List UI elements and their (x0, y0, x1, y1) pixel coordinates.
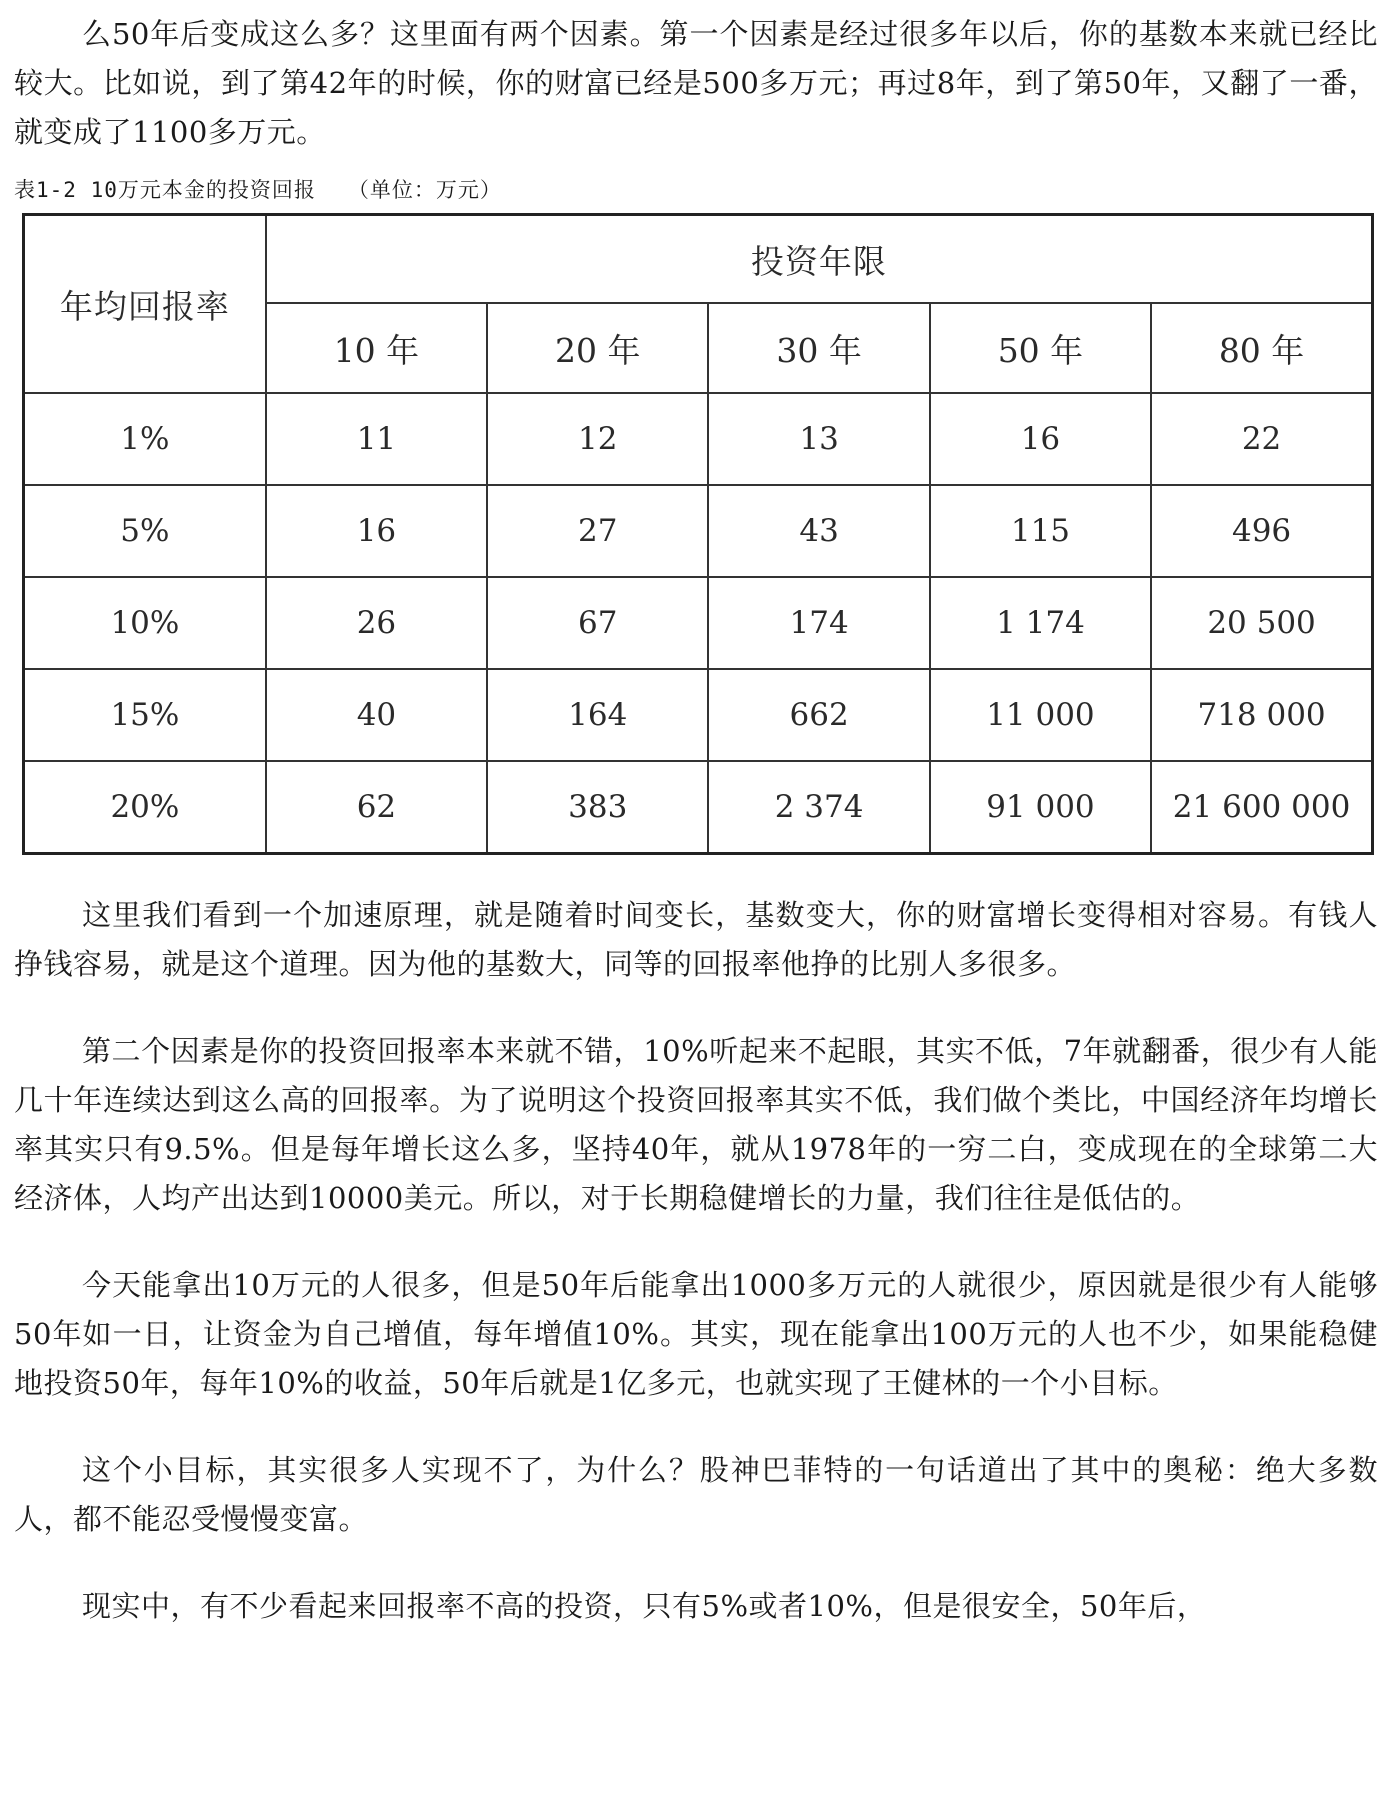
value-cell: 43 (708, 485, 929, 577)
paragraph-intro: 么50年后变成这么多？这里面有两个因素。第一个因素是经过很多年以后，你的基数本来就已经比较大。比如说，到了第42年的时候，你的财富已经是500多万元；再过8年，到了第50年，又翻了一番，就变成了1100多万元。 (14, 17, 1378, 149)
value-cell: 2 374 (708, 761, 929, 854)
table-caption (14, 175, 1378, 209)
value-cell: 383 (487, 761, 708, 854)
document-page (14, 10, 1378, 1631)
value-cell: 115 (930, 485, 1151, 577)
rate-cell: 15% (24, 669, 266, 761)
table-header-row (24, 215, 1373, 304)
value-cell: 20 500 (1151, 577, 1372, 669)
value-cell: 11 000 (930, 669, 1151, 761)
investment-return-table (22, 213, 1374, 855)
header-year: 10 年 (266, 303, 487, 393)
table-row (24, 393, 1373, 485)
value-cell: 40 (266, 669, 487, 761)
paragraph-small-goal: 这个小目标，其实很多人实现不了，为什么？股神巴菲特的一句话道出了其中的奥秘：绝大多数人，都不能忍受慢慢变富。 (14, 1453, 1378, 1536)
table-caption-title: 表1-2 10万元本金的投资回报 (14, 178, 316, 202)
paragraph-reality: 现实中，有不少看起来回报率不高的投资，只有5%或者10%，但是很安全，50年后， (82, 1589, 1207, 1623)
value-cell: 164 (487, 669, 708, 761)
table-row (24, 761, 1373, 854)
header-year: 30 年 (708, 303, 929, 393)
rate-cell: 5% (24, 485, 266, 577)
table-caption-unit: （单位：万元） (347, 178, 502, 202)
value-cell: 718 000 (1151, 669, 1372, 761)
value-cell: 662 (708, 669, 929, 761)
value-cell: 22 (1151, 393, 1372, 485)
value-cell: 91 000 (930, 761, 1151, 854)
rate-cell: 1% (24, 393, 266, 485)
value-cell: 27 (487, 485, 708, 577)
value-cell: 16 (930, 393, 1151, 485)
header-year: 50 年 (930, 303, 1151, 393)
value-cell: 62 (266, 761, 487, 854)
header-investment-period: 投资年限 (266, 215, 1373, 304)
table-row (24, 485, 1373, 577)
value-cell: 11 (266, 393, 487, 485)
header-annual-return-rate: 年均回报率 (24, 215, 266, 394)
value-cell: 174 (708, 577, 929, 669)
value-cell: 496 (1151, 485, 1372, 577)
value-cell: 21 600 000 (1151, 761, 1372, 854)
value-cell: 12 (487, 393, 708, 485)
value-cell: 1 174 (930, 577, 1151, 669)
table-row (24, 669, 1373, 761)
header-year: 20 年 (487, 303, 708, 393)
table-row (24, 577, 1373, 669)
paragraph-acceleration: 这里我们看到一个加速原理，就是随着时间变长，基数变大，你的财富增长变得相对容易。有钱人挣钱容易，就是这个道理。因为他的基数大，同等的回报率他挣的比别人多很多。 (14, 898, 1378, 981)
paragraph-fifty-years: 今天能拿出10万元的人很多，但是50年后能拿出1000多万元的人就很少，原因就是很少有人能够50年如一日，让资金为自己增值，每年增值10%。其实，现在能拿出100万元的人也不少，如果能稳健地投资50年，每年10%的收益，50年后就是1亿多元，也就实现了王健林的一个小目标。 (14, 1268, 1378, 1400)
value-cell: 13 (708, 393, 929, 485)
value-cell: 26 (266, 577, 487, 669)
paragraph-second-factor: 第二个因素是你的投资回报率本来就不错，10%听起来不起眼，其实不低，7年就翻番，很少有人能几十年连续达到这么高的回报率。为了说明这个投资回报率其实不低，我们做个类比，中国经济年均增长率其实只有9.5%。但是每年增长这么多，坚持40年，就从1978年的一穷二白，变成现在的全球第二大经济体，人均产出达到10000美元。所以，对于长期稳健增长的力量，我们往往是低估的。 (14, 1034, 1378, 1215)
rate-cell: 10% (24, 577, 266, 669)
rate-cell: 20% (24, 761, 266, 854)
value-cell: 67 (487, 577, 708, 669)
value-cell: 16 (266, 485, 487, 577)
header-year: 80 年 (1151, 303, 1372, 393)
